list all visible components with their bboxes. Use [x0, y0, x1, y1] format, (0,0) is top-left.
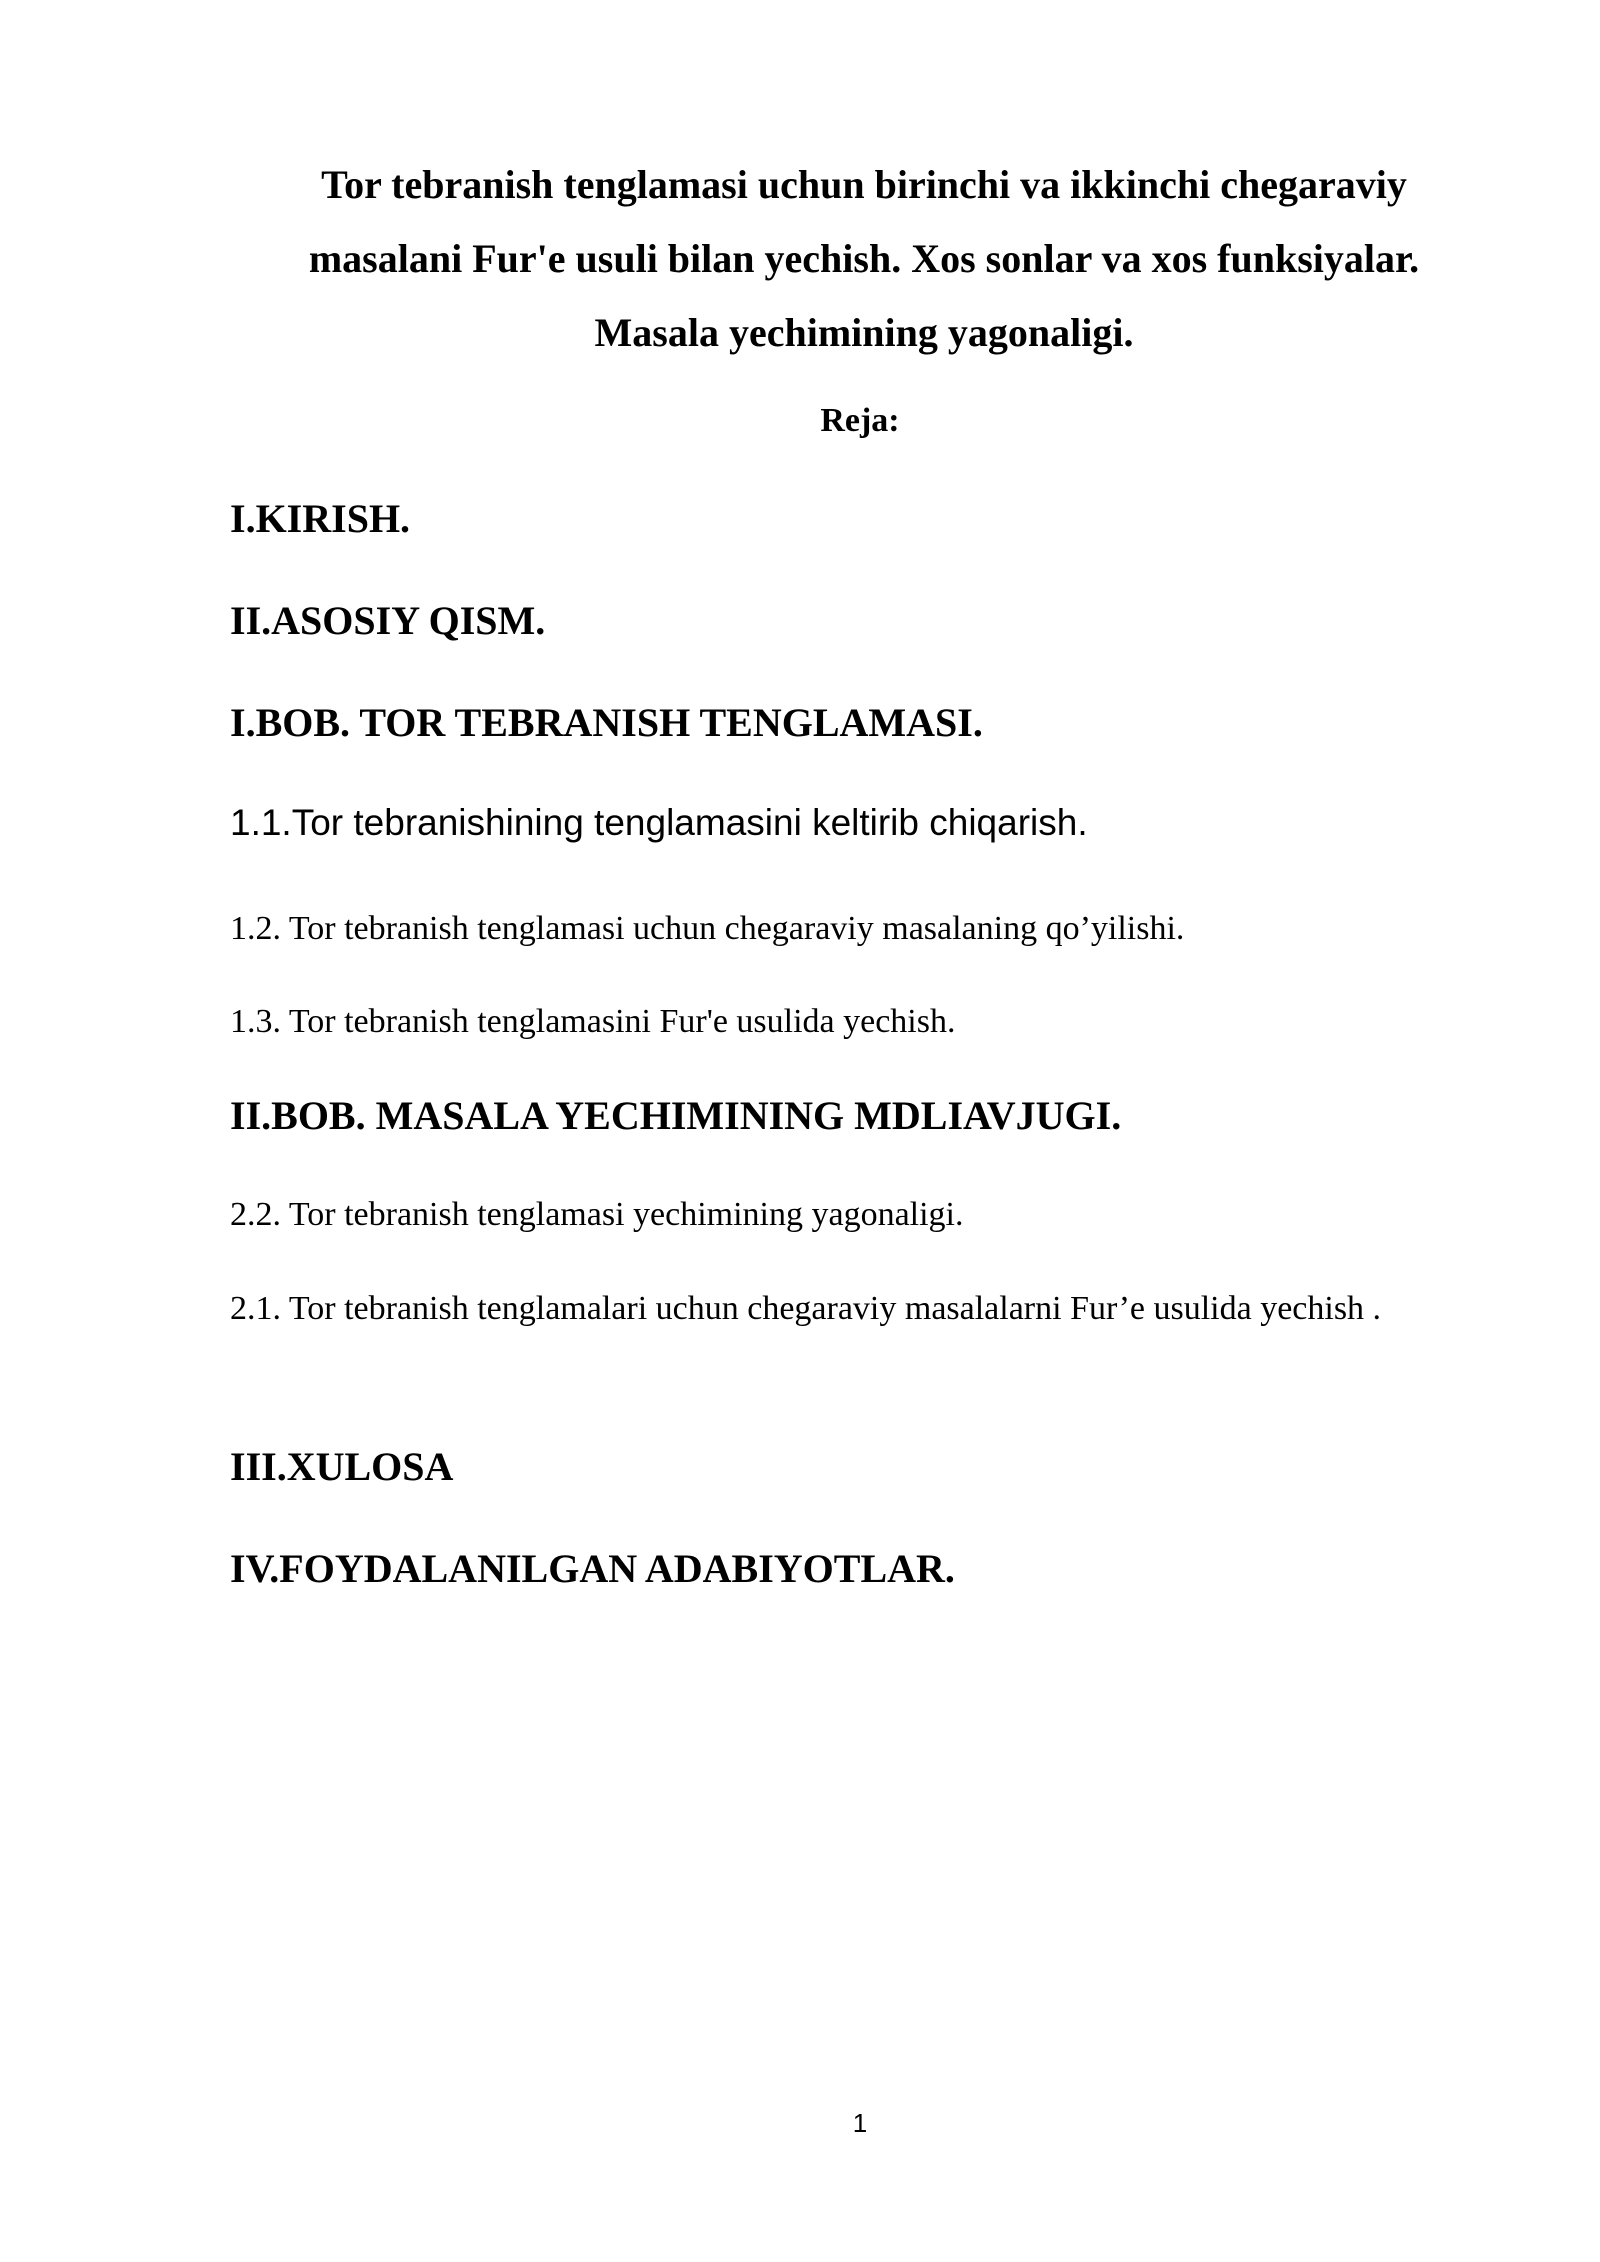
toc-item-main-part: II.ASOSIY QISM. [230, 598, 546, 643]
toc-item-introduction: I.KIRISH. [230, 496, 411, 541]
toc-item-references: IV.FOYDALANILGAN ADABIYOTLAR. [230, 1546, 955, 1591]
title-line: masalani Fur'e usuli bilan yechish. Xos sonlar va xos funksiyalar. [308, 236, 1420, 281]
toc-item-conclusion: III.XULOSA [230, 1444, 454, 1489]
title-line: Tor tebranish tenglamasi uchun birinchi va ikkinchi chegaraviy [321, 162, 1407, 207]
plan-heading: Reja: [820, 402, 900, 439]
toc-item-section-2-1: 2.1. Tor tebranish tenglamalari uchun chegaraviy masalalarni Fur’e usulida yechish . [230, 1290, 1382, 1327]
title-line: Masala yechimining yagonaligi. [594, 310, 1134, 355]
toc-item-section-2-2: 2.2. Tor tebranish tenglamasi yechimining yagonaligi. [230, 1196, 964, 1233]
toc-item-chapter-2: II.BOB. MASALA YECHIMINING MDLIAVJUGI. [230, 1093, 1122, 1138]
document-title [228, 148, 1500, 370]
toc-item-section-1-1: 1.1.Tor tebranishining tenglamasini keltirib chiqarish. [230, 802, 1088, 843]
toc-item-section-1-3: 1.3. Tor tebranish tenglamasini Fur'e usulida yechish. [230, 1003, 956, 1040]
toc-item-chapter-1: I.BOB. TOR TEBRANISH TENGLAMASI. [230, 700, 983, 745]
toc-item-section-1-2: 1.2. Tor tebranish tenglamasi uchun chegaraviy masalaning qo’yilishi. [230, 910, 1185, 947]
page-number: 1 [852, 2108, 868, 2138]
